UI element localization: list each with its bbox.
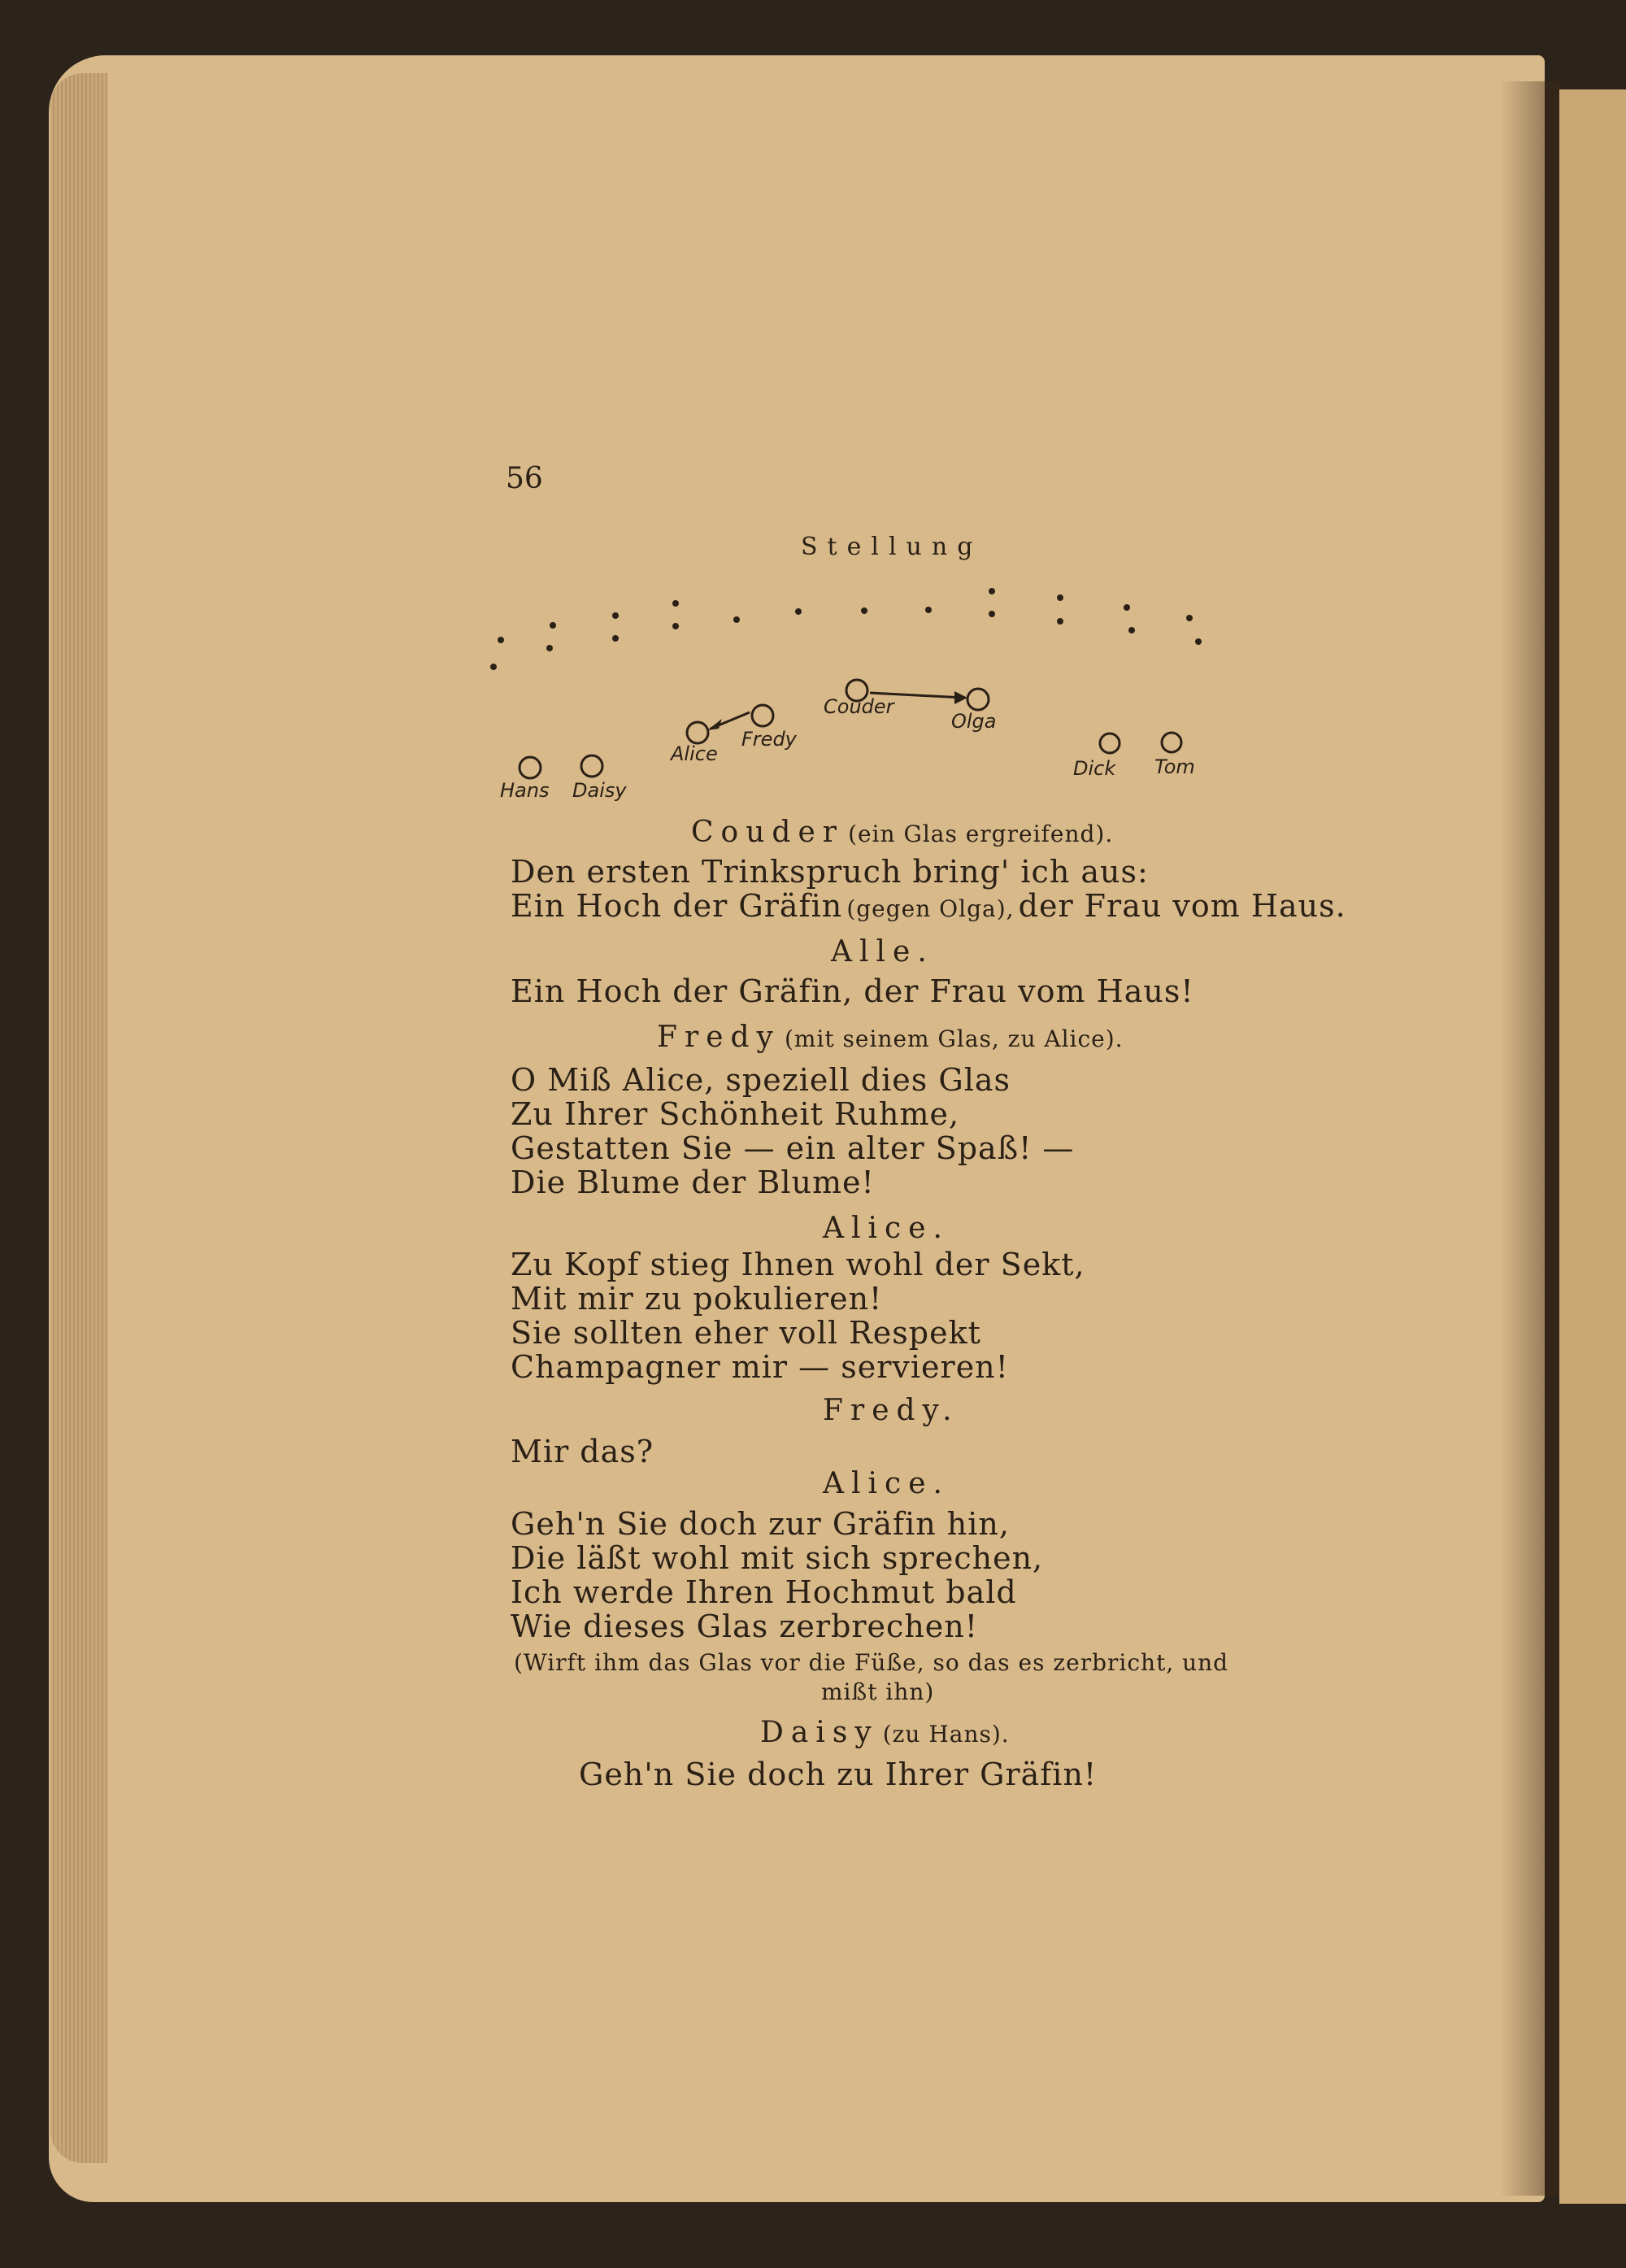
- couder-label: Couder: [824, 695, 894, 718]
- verse-line: Geh'n Sie doch zu Ihrer Gräfin!: [579, 1757, 1098, 1792]
- verse-line: Sie sollten eher voll Respekt: [511, 1315, 981, 1351]
- verse-line: Geh'n Sie doch zur Gräfin hin,: [511, 1506, 1010, 1542]
- verse-line: Zu Kopf stieg Ihnen wohl der Sekt,: [511, 1247, 1085, 1282]
- hans-label: Hans: [500, 779, 550, 802]
- right-page-edge: [1559, 89, 1626, 2204]
- stage-direction: (mit seinem Glas, zu Alice).: [784, 1025, 1124, 1052]
- speech-heading: [760, 1716, 1010, 1749]
- verse-line-start: Ein Hoch der Gräfin: [511, 888, 843, 924]
- stage-heading: Stellung: [801, 533, 983, 561]
- verse-line: Den ersten Trinkspruch bring' ich aus:: [511, 854, 1149, 890]
- verse-line: Gestatten Sie — ein alter Spaß! —: [511, 1130, 1075, 1166]
- speech-heading: [657, 1021, 1124, 1054]
- verse-line: Die läßt wohl mit sich sprechen,: [511, 1540, 1044, 1576]
- stage-direction: (zu Hans).: [882, 1721, 1010, 1748]
- verse-line: [511, 888, 1346, 924]
- verse-line: Ein Hoch der Gräfin, der Frau vom Haus!: [511, 973, 1194, 1009]
- speaker-name: Alle.: [831, 935, 934, 969]
- fredy-label: Fredy: [741, 728, 797, 751]
- speaker-name: Fredy.: [823, 1394, 959, 1427]
- stage-direction: (ein Glas ergreifend).: [848, 821, 1114, 847]
- daisy-label: Daisy: [572, 779, 627, 802]
- speaker-name: Daisy: [760, 1716, 879, 1749]
- page-edges: [50, 73, 107, 2163]
- verse-line: O Miß Alice, speziell dies Glas: [511, 1062, 1011, 1098]
- verse-line: Zu Ihrer Schönheit Ruhme,: [511, 1096, 960, 1132]
- alice-label: Alice: [671, 742, 718, 765]
- gutter-shadow: [1500, 81, 1561, 2196]
- speaker-name: Fredy: [657, 1021, 780, 1054]
- stage-direction: mißt ihn): [821, 1678, 935, 1705]
- speech-heading: [691, 816, 1113, 849]
- stage-direction: (gegen Olga),: [846, 895, 1015, 922]
- verse-line: Mir das?: [511, 1434, 654, 1469]
- speaker-name: Couder: [691, 816, 844, 849]
- verse-line: Die Blume der Blume!: [511, 1164, 875, 1200]
- page-number: 56: [506, 462, 543, 495]
- verse-line: Champagner mir — servieren!: [511, 1349, 1009, 1385]
- stage-direction: (Wirft ihm das Glas vor die Füße, so das es zerbricht, und: [514, 1649, 1229, 1676]
- speaker-name: Alice.: [823, 1467, 950, 1500]
- speaker-name: Alice.: [823, 1212, 950, 1245]
- verse-line: Wie dieses Glas zerbrechen!: [511, 1608, 979, 1644]
- tom-label: Tom: [1154, 755, 1195, 778]
- verse-line: Mit mir zu pokulieren!: [511, 1281, 883, 1317]
- verse-line-end: der Frau vom Haus.: [1018, 888, 1346, 924]
- verse-line: Ich werde Ihren Hochmut bald: [511, 1574, 1017, 1610]
- dick-label: Dick: [1073, 757, 1116, 780]
- olga-label: Olga: [951, 710, 997, 733]
